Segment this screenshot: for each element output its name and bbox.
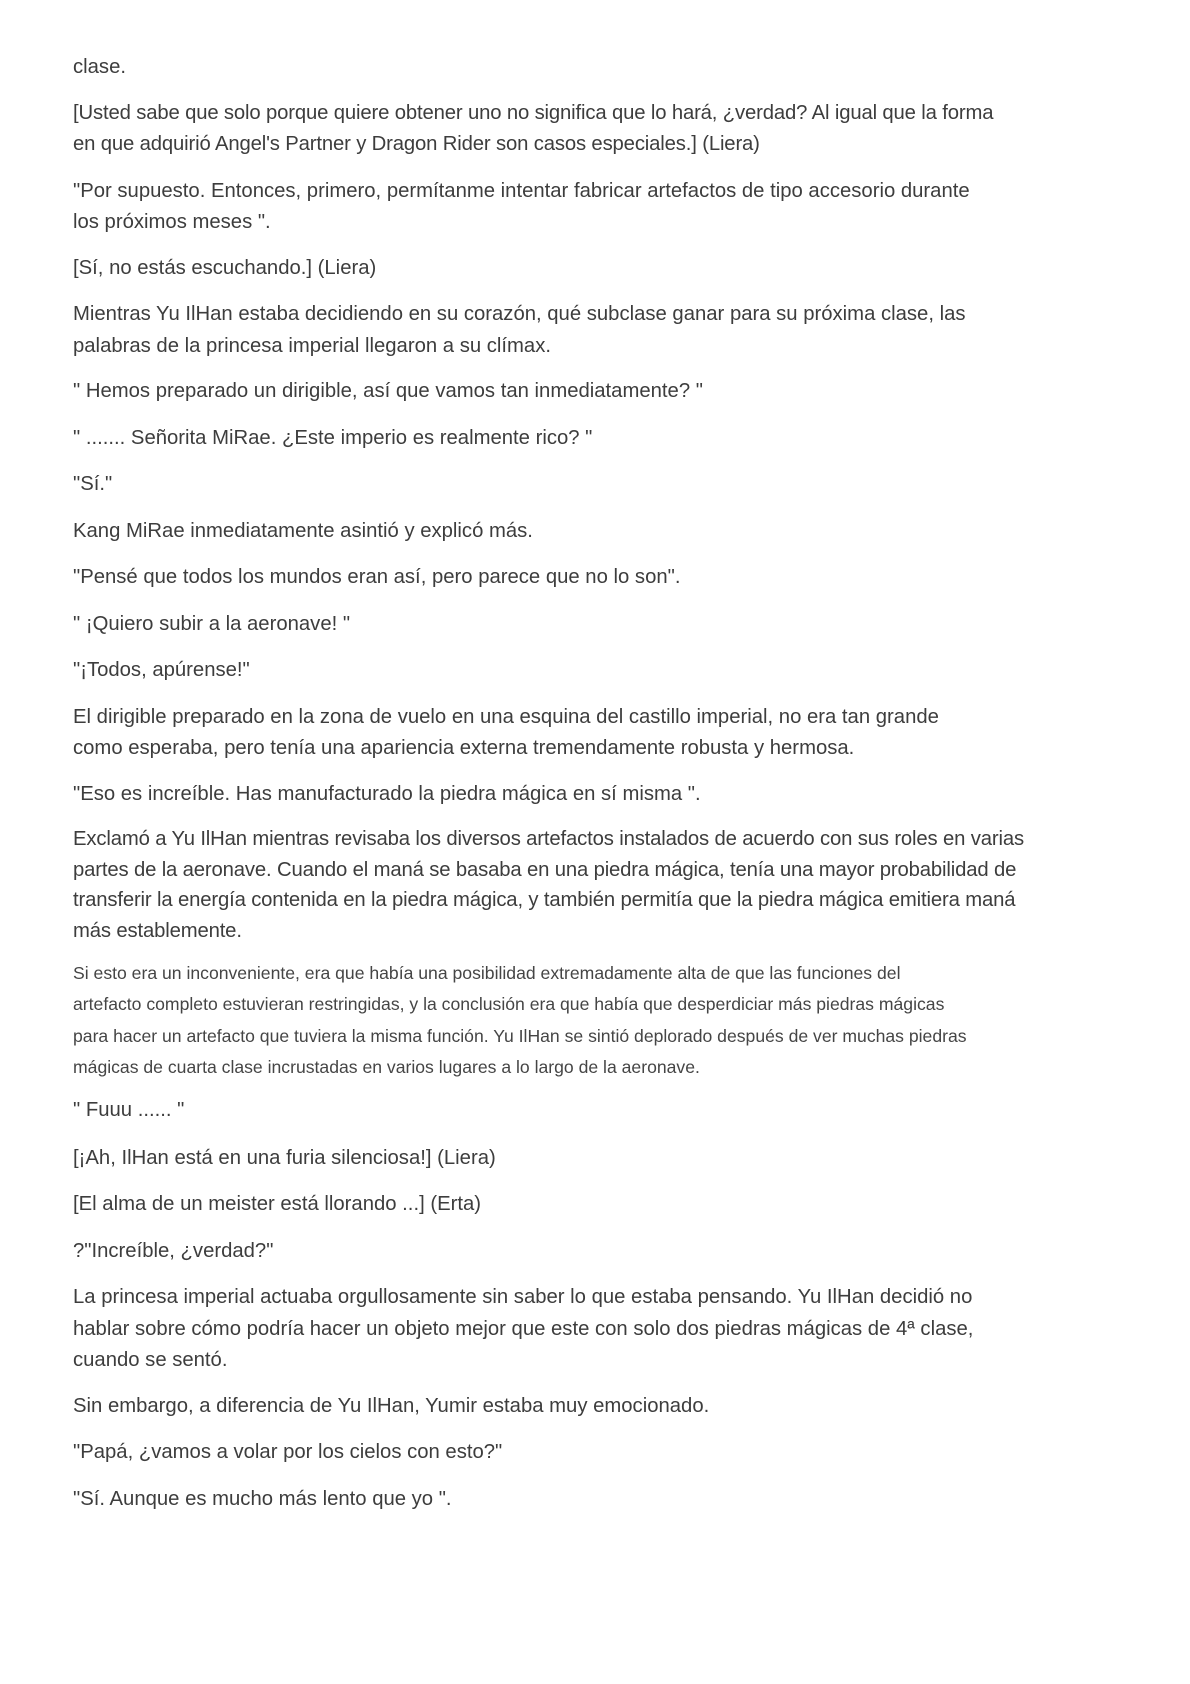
paragraph: "Sí." [73,473,113,495]
paragraph: " ....... Señorita MiRae. ¿Este imperio es realmente rico? " [73,426,593,449]
paragraph: [Sí, no estás escuchando.] (Liera) [73,256,377,279]
paragraph: "Sí. Aunque es mucho más lento que yo ". [73,1487,452,1510]
paragraph: Mientras Yu IlHan estaba decidiendo en su corazón, qué subclase ganar para su próxima clase, las palabras de la princesa imperial llegaron a su clímax. [73,303,966,357]
paragraph: " Hemos preparado un dirigible, así que vamos tan inmediatamente? " [73,380,703,402]
paragraph: ?"Increíble, ¿verdad?" [73,1239,274,1262]
paragraph: [Usted sabe que solo porque quiere obtener uno no significa que lo hará, ¿verdad? Al igual que la forma en que adquirió Angel's Partner y Dragon Rider son casos especiales.] (Liera) [73,101,994,155]
paragraph: clase. [73,56,126,78]
paragraph: Kang MiRae inmediatamente asintió y explicó más. [73,519,533,542]
paragraph: " Fuuu ...... " [73,1099,185,1122]
paragraph: "Papá, ¿vamos a volar por los cielos con esto?" [73,1441,503,1464]
paragraph: El dirigible preparado en la zona de vuelo en una esquina del castillo imperial, no era tan grande como esperaba, pero tenía una apariencia externa tremendamente robusta y hermosa. [73,705,939,759]
paragraph: " ¡Quiero subir a la aeronave! " [73,612,351,635]
paragraph: "Eso es increíble. Has manufacturado la piedra mágica en sí misma ". [73,782,701,805]
paragraph: Sin embargo, a diferencia de Yu IlHan, Yumir estaba muy emocionado. [73,1394,710,1417]
paragraph: [¡Ah, IlHan está en una furia silenciosa!] (Liera) [73,1146,496,1169]
paragraph: "Pensé que todos los mundos eran así, pero parece que no lo son". [73,566,681,588]
paragraph: La princesa imperial actuaba orgullosamente sin saber lo que estaba pensando. Yu IlHan decidió no hablar sobre cómo podría hacer un objeto mejor que este con solo dos piedras mágicas de 4ª clase, cuando se sentó. [73,1286,974,1372]
paragraph: Si esto era un inconveniente, era que había una posibilidad extremadamente alta de que las funciones del artefacto completo estuvieran restringidas, y la conclusión era que había que desperdiciar más piedras mágicas para hacer un artefacto que tuviera la misma función. Yu IlHan se sintió deplorado después de ver muchas piedras mágicas de cuarta clase incrustadas en varios lugares a lo largo de la aeronave. [73,963,967,1077]
paragraph: Exclamó a Yu IlHan mientras revisaba los diversos artefactos instalados de acuerdo con sus roles en varias partes de la aeronave. Cuando el maná se basaba en una piedra mágica, tenía una mayor probabilidad de transferir la energía contenida en la piedra mágica, y también permitía que la piedra mágica emitiera maná más establemente. [73,828,1024,942]
paragraph: "Por supuesto. Entonces, primero, permítanme intentar fabricar artefactos de tipo accesorio durante los próximos meses ". [73,179,970,233]
paragraph: [El alma de un meister está llorando ...] (Erta) [73,1193,482,1216]
paragraph: "¡Todos, apúrense!" [73,659,250,681]
document-body [73,52,1133,1515]
